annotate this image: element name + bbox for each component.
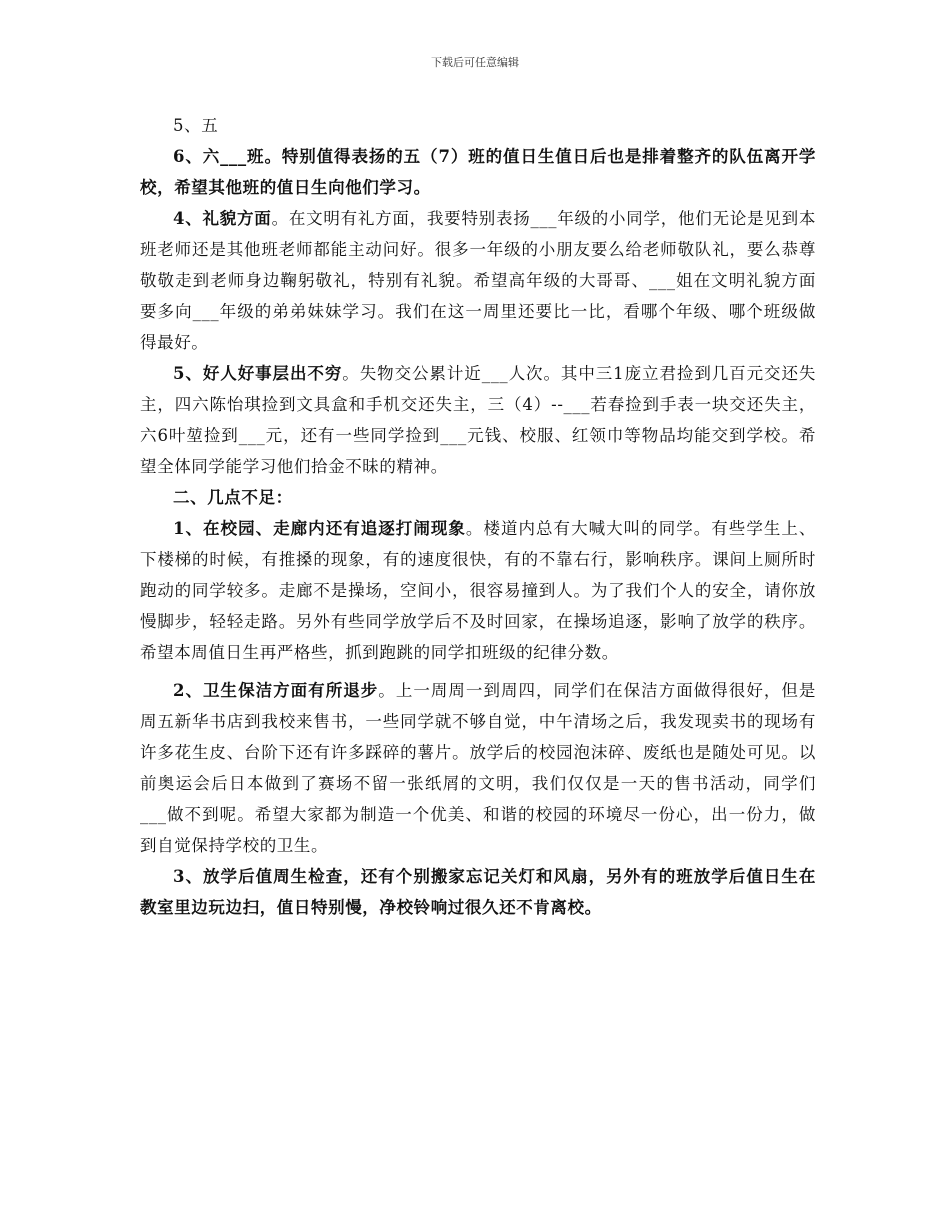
- paragraph-lead: 二、几点不足：: [173, 488, 293, 507]
- paragraph-body: 。上一周周一到周四，同学们在保洁方面做得很好，但是周五新华书店到我校来售书，一些同学就不够自觉，中午清场之后，我发现卖书的现场有许多花生皮、台阶下还有许多踩碎的薯片。放学后的校园泡沫碎、废纸也是随处可见。以前奥运会后日本做到了赛场不留一张纸屑的文明，我们仅仅是一天的售书活动，同学们___做不到呢。希望大家都为制造一个优美、和谐的校园的环境尽一份心，出一份力，做到自觉保持学校的卫生。: [140, 681, 817, 855]
- paragraph-lead: 5、五: [173, 116, 219, 135]
- paragraph-corridor: [140, 513, 816, 668]
- paragraph-hygiene: [140, 675, 816, 861]
- paragraph-item-5: [140, 110, 816, 141]
- paragraph-after-school: [140, 861, 816, 923]
- paragraph-body: 。在文明有礼方面，我要特别表扬___年级的小同学，他们无论是见到本班老师还是其他班老师都能主动问好。很多一年级的小朋友要么给老师敬队礼，要么恭尊敬敬走到老师身边鞠躬敬礼，特别有礼貌。希望高年级的大哥哥、___姐在文明礼貌方面要多向___年级的弟弟妹妹学习。我们在这一周里还要比一比，看哪个年级、哪个班级做得最好。: [140, 209, 816, 352]
- paragraph-lead: 4、礼貌方面: [173, 209, 272, 228]
- paragraph-lead: 6、六___班。特别值得表扬的五（7）班的值日生值日后也是排着整齐的队伍离开学校，希望其他班的值日生向他们学习。: [140, 147, 816, 197]
- section-heading-shortcomings: [140, 482, 816, 513]
- paragraph-lead: 5、好人好事层出不穷: [173, 364, 343, 383]
- paragraph-body: 。楼道内总有大喊大叫的同学。有些学生上、下楼梯的时候，有推搡的现象，有的速度很快，有的不靠右行，影响秩序。课间上厕所时跑动的同学较多。走廊不是操场，空间小，很容易撞到人。为了我们个人的安全，请你放慢脚步，轻轻走路。另外有些同学放学后不及时回家，在操场追逐，影响了放学的秩序。希望本周值日生再严格些，抓到跑跳的同学扣班级的纪律分数。: [140, 519, 817, 662]
- document-body: [140, 110, 816, 923]
- paragraph-lead: 1、在校园、走廊内还有追逐打闹现象: [173, 519, 466, 538]
- paragraph-item-6: [140, 141, 816, 203]
- paragraph-courtesy: [140, 203, 816, 358]
- paragraph-lead: 3、放学后值周生检查，还有个别搬家忘记关灯和风扇，另外有的班放学后值日生在教室里边玩边扫，值日特别慢，净校铃响过很久还不肯离校。: [140, 867, 816, 917]
- page-header-note: 下载后可任意编辑: [431, 56, 519, 69]
- paragraph-body: 。失物交公累计近___人次。其中三1庞立君捡到几百元交还失主，四六陈怡琪捡到文具盒和手机交还失主，三（4）--___若春捡到手表一块交还失主，六6叶堃捡到___元，还有一些同学捡到___元钱、校服、红领巾等物品均能交到学校。希望全体同学能学习他们拾金不昧的精神。: [140, 364, 816, 476]
- paragraph-lead: 2、卫生保洁方面有所退步: [173, 681, 379, 700]
- paragraph-good-deeds: [140, 358, 816, 482]
